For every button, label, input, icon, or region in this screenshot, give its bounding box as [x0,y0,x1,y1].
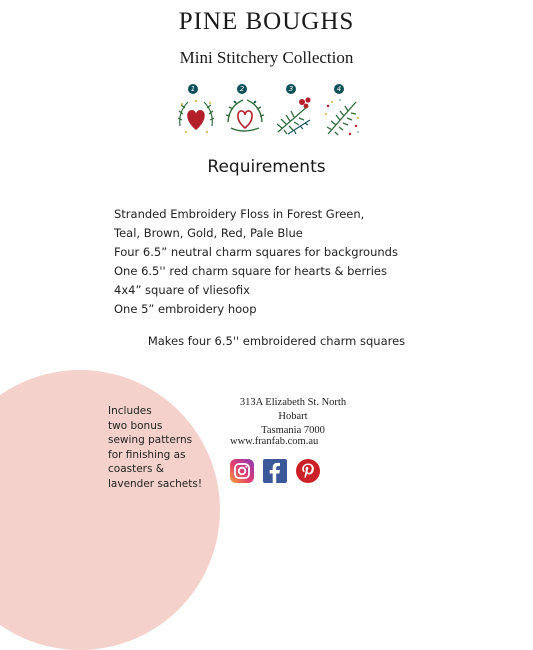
address [228,396,358,438]
design-1 [174,84,218,146]
design-number: 2 [237,84,247,94]
bonus-line: for finishing as [108,448,186,461]
requirements-list [114,205,444,319]
list-item: One 6.5'' red charm square for hearts & berries [114,264,387,278]
list-item: 4x4” square of vliesofix [114,283,250,297]
design-number: 1 [188,84,198,94]
design-number: 4 [334,84,344,94]
design-3 [272,84,316,146]
list-item: Teal, Brown, Gold, Red, Pale Blue [114,226,303,240]
pine-berries-icon [272,92,316,142]
heart-wreath-icon [174,92,218,142]
page-subtitle: Mini Stitchery Collection [179,48,354,67]
pine-bough-icon [320,92,364,142]
facebook-icon[interactable] [263,459,287,483]
design-icons [174,84,364,146]
requirements-heading: Requirements [207,157,326,177]
bonus-line: Includes [108,405,152,417]
instagram-icon[interactable] [230,459,254,483]
heart-wreath-icon [223,92,267,142]
list-item: Four 6.5” neutral charm squares for backgrounds [114,245,398,259]
address-line: Tasmania 7000 [261,425,325,436]
makes-note: Makes four 6.5'' embroidered charm squares [147,334,406,348]
design-2 [223,84,267,146]
list-item: One 5” embroidery hoop [114,302,257,316]
bonus-line: coasters & [108,463,164,475]
address-line: 313A Elizabeth St. North Hobart [239,397,347,422]
design-number: 3 [286,84,296,94]
bonus-line: lavender sachets! [108,477,203,490]
pinterest-icon[interactable] [296,459,320,483]
website-link[interactable]: www.franfab.com.au [230,436,319,447]
bonus-note [108,404,218,491]
bonus-line: sewing patterns [108,434,193,446]
bonus-line: two bonus [108,419,163,432]
page-title: PINE BOUGHS [178,8,355,35]
design-4 [320,84,364,146]
list-item: Stranded Embroidery Floss in Forest Green, [114,207,365,221]
